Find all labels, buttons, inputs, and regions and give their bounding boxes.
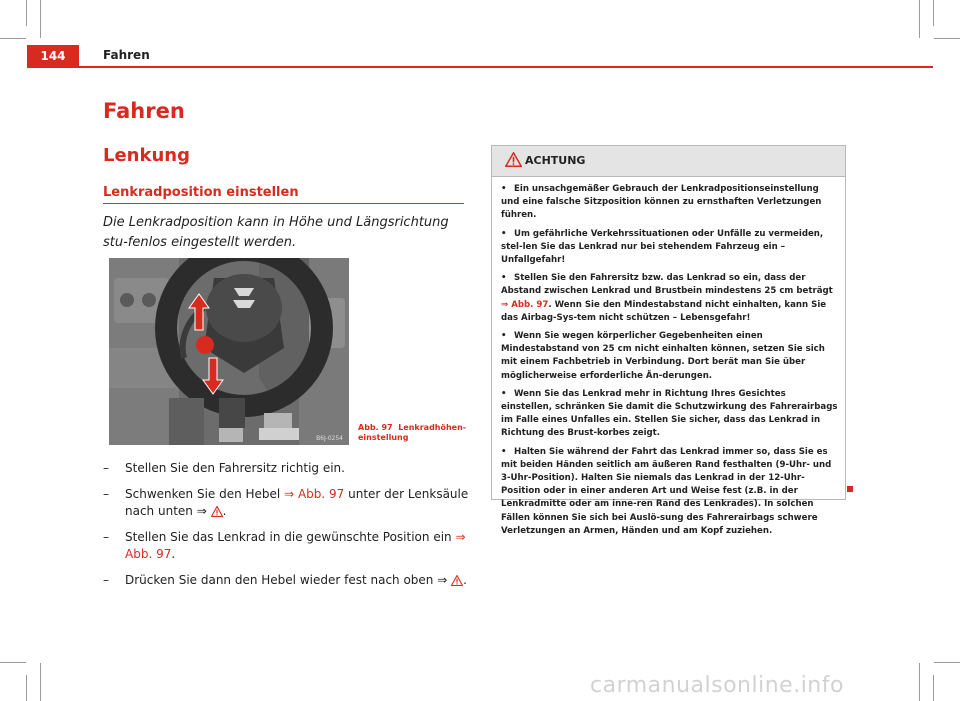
figure-caption	[358, 423, 468, 443]
warning-text: Wenn Sie wegen körperlicher Gegebenheiten einen Mindestabstand von 25 cm nicht einhalten können, setzen Sie sich mit einem Fachbetrieb in Verbindung. Dort berät man Sie über möglicherweise erforderliche Än-derungen.	[501, 331, 825, 381]
bullet: •	[501, 228, 507, 239]
step-text: Drücken Sie dann den Hebel wieder fest nach oben	[125, 573, 438, 587]
warning-title: ACHTUNG	[525, 154, 586, 167]
step-text: Stellen Sie den Fahrersitz richtig ein.	[125, 461, 345, 475]
step-text: .	[222, 504, 227, 518]
crop-mark	[933, 675, 934, 701]
warning-text: Wenn Sie das Lenkrad mehr in Richtung Ihres Gesichtes einstellen, schränken Sie damit die Schutzwirkung des Fahrerairbags im Falle eines Unfalles ein. Stellen Sie sicher, dass das Lenkrad in Richtung des Brust-korbes zeigt.	[501, 388, 838, 439]
step-dash: –	[103, 530, 109, 544]
bullet: •	[501, 388, 507, 399]
step-item	[103, 529, 473, 563]
warning-item	[501, 446, 838, 538]
crop-mark	[934, 38, 960, 39]
warning-text: Halten Sie während der Fahrt das Lenkrad immer so, dass Sie es mit beiden Händen seitlich am äußeren Rand festhalten (9-Uhr- und 3-Uhr-Position). Halten Sie niemals das Lenkrad in der 12-Uhr-Position oder in einer anderen Art und Weise fest (z.B. in der Lenkradmitte oder am inne-ren Rand des Lenkrades). In solchen Fällen können Sie sich bei Auslö-sung des Fahrerairbags schwere Verletzungen an Armen, Händen und am Kopf zuziehen.	[501, 446, 832, 536]
crop-mark	[919, 663, 920, 701]
warning-text: . Wenn Sie den Mindestabstand nicht einhalten, kann Sie das Airbag-Sys-tem nicht schützen – Lebensgefahr!	[501, 299, 827, 323]
warning-text: Um gefährliche Verkehrssituationen oder Unfälle zu vermeiden, stel-len Sie das Lenkrad nur bei stehendem Fahrzeug ein – Unfallgefahr!	[501, 228, 824, 266]
warning-header	[492, 146, 845, 177]
watermark: carmanualsonline.info	[590, 673, 844, 698]
crop-mark	[26, 0, 27, 26]
step-text: Stellen Sie das Lenkrad in die gewünschte Position ein	[125, 530, 456, 544]
step-text: .	[171, 547, 176, 561]
intro-paragraph: Die Lenkradposition kann in Höhe und Längsrichtung stu-fenlos eingestellt werden.	[103, 215, 449, 250]
steering-wheel-figure	[109, 258, 349, 445]
subsection-rule	[103, 203, 464, 204]
instruction-steps	[103, 460, 473, 598]
figure-reference-link[interactable]: ⇒ Abb. 97	[125, 530, 466, 561]
step-dash: –	[103, 487, 109, 501]
figure-reference-link[interactable]: ⇒ Abb. 97	[284, 487, 345, 501]
bullet: •	[501, 446, 507, 457]
caption-label: Abb. 97	[358, 423, 393, 432]
warning-text: Ein unsachgemäßer Gebrauch der Lenkradpositionseinstellung und eine falsche Sitzposition können zu ernsthaften Verletzungen führen.	[501, 184, 822, 221]
warning-triangle-icon	[211, 506, 223, 517]
step-dash: –	[103, 461, 109, 475]
warning-reference-link[interactable]: ⇒	[197, 504, 223, 518]
bullet: •	[501, 273, 507, 284]
crop-mark	[933, 0, 934, 26]
steering-wheel-illustration	[109, 258, 349, 445]
crop-mark	[0, 38, 26, 39]
figure-code: B6J-0254	[316, 435, 343, 442]
warning-item	[501, 272, 838, 325]
caption-text: Lenkradhöhen-einstellung	[358, 423, 467, 442]
chapter-heading: Fahren	[103, 99, 185, 123]
step-text: unter der Lenksäule nach unten	[125, 487, 469, 518]
crop-mark	[0, 662, 26, 663]
bullet: •	[501, 184, 507, 194]
warning-item	[501, 330, 838, 383]
warning-item	[501, 183, 838, 223]
warning-triangle-icon	[505, 152, 522, 167]
step-item	[103, 572, 473, 589]
crop-mark	[26, 675, 27, 701]
header-rule	[27, 66, 933, 68]
step-text: Schwenken Sie den Hebel	[125, 487, 285, 501]
step-item	[103, 460, 473, 477]
step-text: .	[463, 573, 467, 587]
running-title: Fahren	[103, 48, 150, 62]
bullet: •	[501, 331, 507, 342]
warning-text: Stellen Sie den Fahrersitz bzw. das Lenkrad so ein, dass der Abstand zwischen Lenkrad und Brustbein mindestens 25 cm beträgt	[501, 273, 833, 297]
subsection-heading: Lenkradposition einstellen	[103, 185, 299, 200]
warning-item	[501, 228, 838, 268]
section-end-marker	[847, 486, 853, 492]
warning-triangle-icon	[451, 575, 463, 586]
warning-box	[491, 145, 846, 536]
warning-item	[501, 388, 838, 441]
warning-reference-link[interactable]: ⇒	[437, 573, 463, 587]
page-number: 144	[27, 45, 79, 67]
warning-body	[492, 177, 845, 538]
figure-reference-link[interactable]: ⇒ Abb. 97	[501, 299, 549, 310]
crop-mark	[934, 662, 960, 663]
crop-mark	[919, 0, 920, 38]
section-heading: Lenkung	[103, 145, 190, 166]
crop-mark	[40, 663, 41, 701]
step-item	[103, 486, 473, 520]
crop-mark	[40, 0, 41, 38]
step-dash: –	[103, 573, 109, 587]
